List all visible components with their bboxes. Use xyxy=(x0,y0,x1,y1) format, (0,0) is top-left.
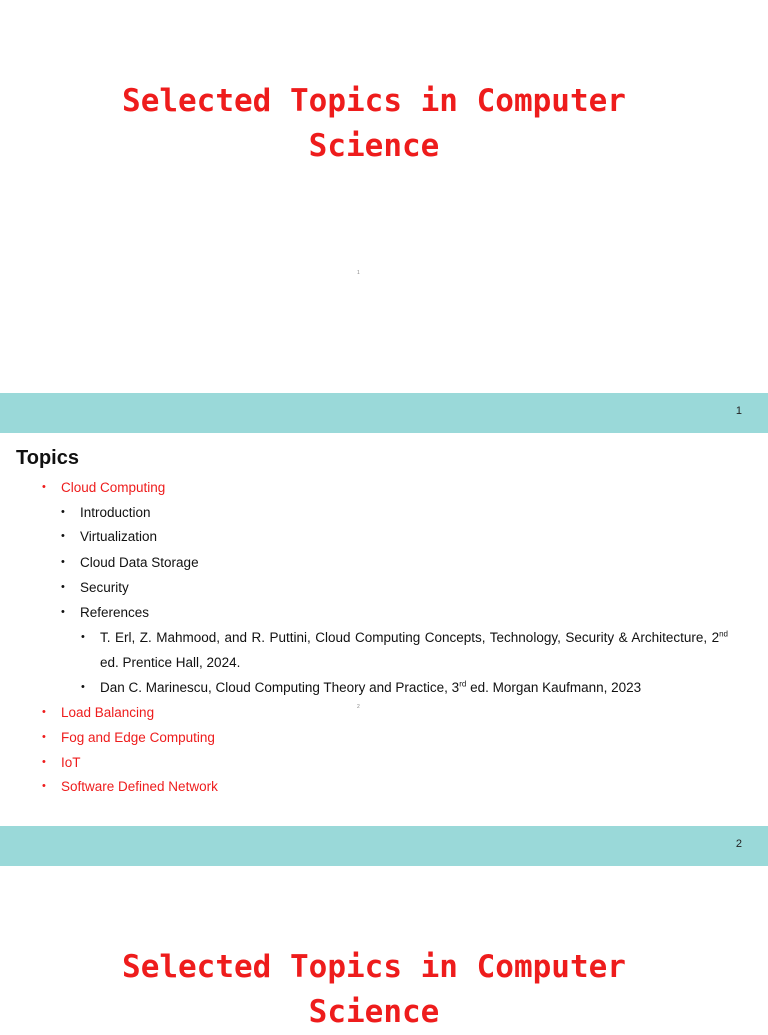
bullet: • xyxy=(61,556,65,568)
reference-erl-text-end: ed. Prentice Hall, 2024. xyxy=(100,655,241,670)
bullet: • xyxy=(61,506,65,518)
slide-1-page-number: 1 xyxy=(735,405,742,417)
bullet: • xyxy=(42,706,46,718)
topic-fog-and-edge-computing xyxy=(42,725,215,750)
bullet: • xyxy=(61,581,65,593)
topic-cloud-computing xyxy=(42,475,166,500)
slide-3-title xyxy=(0,945,748,1035)
reference-erl-sup: nd xyxy=(719,629,728,639)
subtopic-security xyxy=(61,575,129,600)
topic-label: Fog and Edge Computing xyxy=(61,730,215,745)
topics-heading: Topics xyxy=(16,447,79,469)
reference-marinescu xyxy=(81,675,642,700)
slide-2-page-number: 2 xyxy=(735,838,742,850)
reference-erl xyxy=(81,625,728,675)
reference-erl-text: T. Erl, Z. Mahmood, and R. Puttini, Cloud Computing Concepts, Technology, Security & Architecture, 2 xyxy=(100,630,720,645)
topic-label: Load Balancing xyxy=(61,705,155,720)
slide-2 xyxy=(0,433,768,866)
subtopic-label: Cloud Data Storage xyxy=(80,555,199,570)
bullet: • xyxy=(42,481,46,493)
slide-3-title-line-1: Selected Topics in Computer xyxy=(122,949,626,985)
reference-marinescu-text: Dan C. Marinescu, Cloud Computing Theory and Practice, 3 xyxy=(100,680,460,695)
subtopic-label: References xyxy=(80,605,150,620)
subtopic-introduction xyxy=(61,500,151,525)
subtopic-label: Virtualization xyxy=(80,529,158,544)
slide-1-title-line-1: Selected Topics in Computer xyxy=(122,83,626,119)
topic-label: Software Defined Network xyxy=(61,779,218,794)
slide-2-tiny-mark: 2 xyxy=(357,704,360,710)
reference-marinescu-sup: rd xyxy=(459,679,467,689)
slide-3 xyxy=(0,866,768,1030)
bullet: • xyxy=(61,530,65,542)
slide-1-tiny-mark: 1 xyxy=(357,270,360,276)
subtopic-references xyxy=(61,600,150,625)
subtopic-virtualization xyxy=(61,524,158,549)
topic-label: IoT xyxy=(61,755,81,770)
bullet: • xyxy=(81,631,85,643)
slide-2-footer-bar xyxy=(0,826,768,866)
slide-3-title-line-2: Science xyxy=(308,994,440,1030)
subtopic-label: Introduction xyxy=(80,505,151,520)
subtopic-label: Security xyxy=(80,580,129,595)
topic-iot xyxy=(42,750,81,775)
topic-software-defined-network xyxy=(42,774,218,799)
topic-cloud-computing-label: Cloud Computing xyxy=(61,480,166,495)
subtopic-cloud-data-storage xyxy=(61,550,199,575)
bullet: • xyxy=(42,780,46,792)
topic-load-balancing xyxy=(42,700,155,725)
slide-1-title-line-2: Science xyxy=(308,128,440,164)
bullet: • xyxy=(42,731,46,743)
bullet: • xyxy=(81,681,85,693)
reference-marinescu-text-end: ed. Morgan Kaufmann, 2023 xyxy=(466,680,642,695)
bullet: • xyxy=(42,756,46,768)
bullet: • xyxy=(61,606,65,618)
